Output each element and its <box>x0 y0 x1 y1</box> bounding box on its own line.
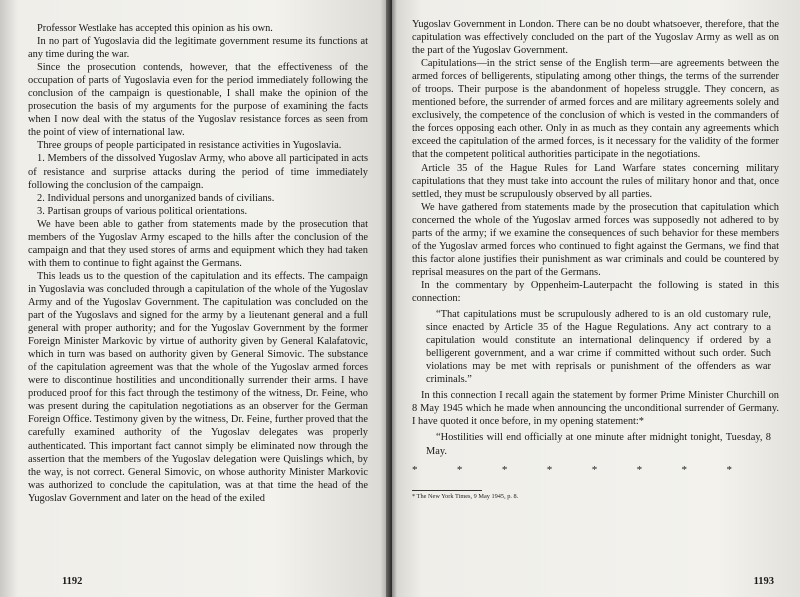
paragraph: 2. Individual persons and unorganized bands of civilians. <box>37 192 275 204</box>
right-page-text <box>412 18 779 458</box>
ellipsis-star: * <box>726 463 732 476</box>
left-page <box>0 0 392 597</box>
footnote: * The New York Times, 9 May 1945, p. 8. <box>412 492 519 500</box>
paragraph: “That capitulations must be scrupulously adhered to is an old customary rule, since enacted by Article 35 of the Hague Regulations. Any act contrary to a capitulation would constitute an international delinquency if ordered by a belligerent government, and a war crime if committed without such order. Such violations may be met with reprisals or punishment of the offenders as war criminals.” <box>426 309 771 386</box>
ellipsis-star: * <box>456 463 463 476</box>
paragraph: Three groups of people participated in resistance activities in Yugoslavia. <box>37 140 342 152</box>
paragraph: Yugoslav Government in London. There can be no doubt whatsoever, therefore, that the capitulation was effectively concluded on the part of the Yugoslav Army as well as on the part of the Yugoslav Government. <box>412 19 779 57</box>
footnote-rule <box>412 490 482 491</box>
left-page-text <box>28 22 368 505</box>
paragraph: We have been able to gather from statements made by the prosecution that members of the Yugoslav Army escaped to the hills after the conclusion of the campaign and that they used stores of arms and equipment which they had taken with them to continue to fight against the Germans. <box>28 218 368 269</box>
right-page <box>392 0 800 597</box>
ellipsis-star: * <box>636 463 643 476</box>
page-number-left: 1192 <box>62 576 83 587</box>
paragraph: 1. Members of the dissolved Yugoslav Army, who above all participated in acts of resistance and surprise attacks during the period of time immediately following the conclusion of the campaign. <box>28 153 368 191</box>
paragraph: In no part of Yugoslavia did the legitimate government resume its functions at any time during the war. <box>28 36 368 61</box>
paragraph: Professor Westlake has accepted this opinion as his own. <box>37 23 273 34</box>
ellipsis-star: * <box>546 463 553 476</box>
paragraph: Capitulations—in the strict sense of the English term—are agreements between the armed forces of belligerents, stipulating among other things, the terms of the surrender of troops. Their purpose is the abandonment of hopeless struggle. They concern, as mentioned before, the surrender of armed forces and are military agreements solely and exclusively, the competence of the conclusion of which is vested in the commanders of the forces opposing each other. Only in as much as they contain any agreements which exceed the capitulation of the armed forces, is it necessary for the validity of the former that the competent political authorities participate in the negotiations. <box>412 58 779 161</box>
paragraph: Since the prosecution contends, however, that the effectiveness of the occupation of parts of Yugoslavia even for the period immediately following the conclusion of the campaign is questionable, I shall make the opinion of the prosecution the basis of my arguments for the purpose of examining the facts when I now deal with the status of the Yugoslav resistance forces as seen from the point of view of international law. <box>28 62 368 139</box>
paragraph: This leads us to the question of the capitulation and its effects. The campaign in Yugoslavia was concluded through a capitulation of the whole of the Yugoslav Army and of the Yugoslav Government. The capitulation was concluded on the part of the Yugoslavs and signed for the army by a lieutenant general and a full general with proper authority; and for the Yugoslav Government by the former Foreign Minister Markovic by virtue of authority given by General Kalafatovic, which in turn was based on authority given by General Simovic. The substance of the capitulation agreement was that the whole of the Yugoslav armed forces were to discontinue hostilities and unconditionally surrender their arms. I have produced proof for this fact through the testimony of the witness, Dr. Feine, who was present during the capitulation negotiations as an observer for the German Foreign Office. Testimony given by the witness, Dr. Feine, further proved that the carefully examined authority of the Yugoslav delegates was properly authenticated. This important fact cannot simply be eliminated now through the assertion that the members of the Yugoslav delegation were Quislings which, by the way, is not correct. General Simovic, on whose authority Minister Markovic was authorized to conclude the capitulation, was at that time the head of the Yugoslav Government and later on the head of the exiled <box>28 270 368 504</box>
ellipsis-star: * <box>412 463 418 476</box>
ellipsis-star: * <box>591 463 598 476</box>
paragraph: Article 35 of the Hague Rules for Land Warfare states concerning military capitulations that they must take into account the rules of military honor and that, once settled, they must be scrupulously observed by all parties. <box>412 162 779 200</box>
paragraph: We have gathered from statements made by the prosecution that capitulation which concerned the whole of the Yugoslav armed forces was supposedly not adhered to by parts of the army; if we examine the consequences of such behavior for these members of the Yugoslav armed forces who continued to fight against the Germans, we find that this factor alone justifies their punishment as war criminals and could be countered by reprisal measures on the part of the Germans. <box>412 201 779 278</box>
paragraph: “Hostilities will end officially at one minute after midnight tonight, Tuesday, 8 May. <box>426 432 771 457</box>
page-number-right: 1193 <box>753 576 774 587</box>
ellipsis-star: * <box>681 463 688 476</box>
paragraph: In this connection I recall again the statement by former Prime Minister Churchill on 8 May 1945 which he made when announcing the unconditional surrender of Germany. I have quoted it once before, in my opening statement:* <box>412 390 779 428</box>
ellipsis-stars <box>412 464 732 476</box>
paragraph: In the commentary by Oppenheim-Lauterpacht the following is stated in this connection: <box>412 279 779 304</box>
paragraph: 3. Partisan groups of various political orientations. <box>37 205 248 217</box>
ellipsis-star: * <box>501 463 508 476</box>
